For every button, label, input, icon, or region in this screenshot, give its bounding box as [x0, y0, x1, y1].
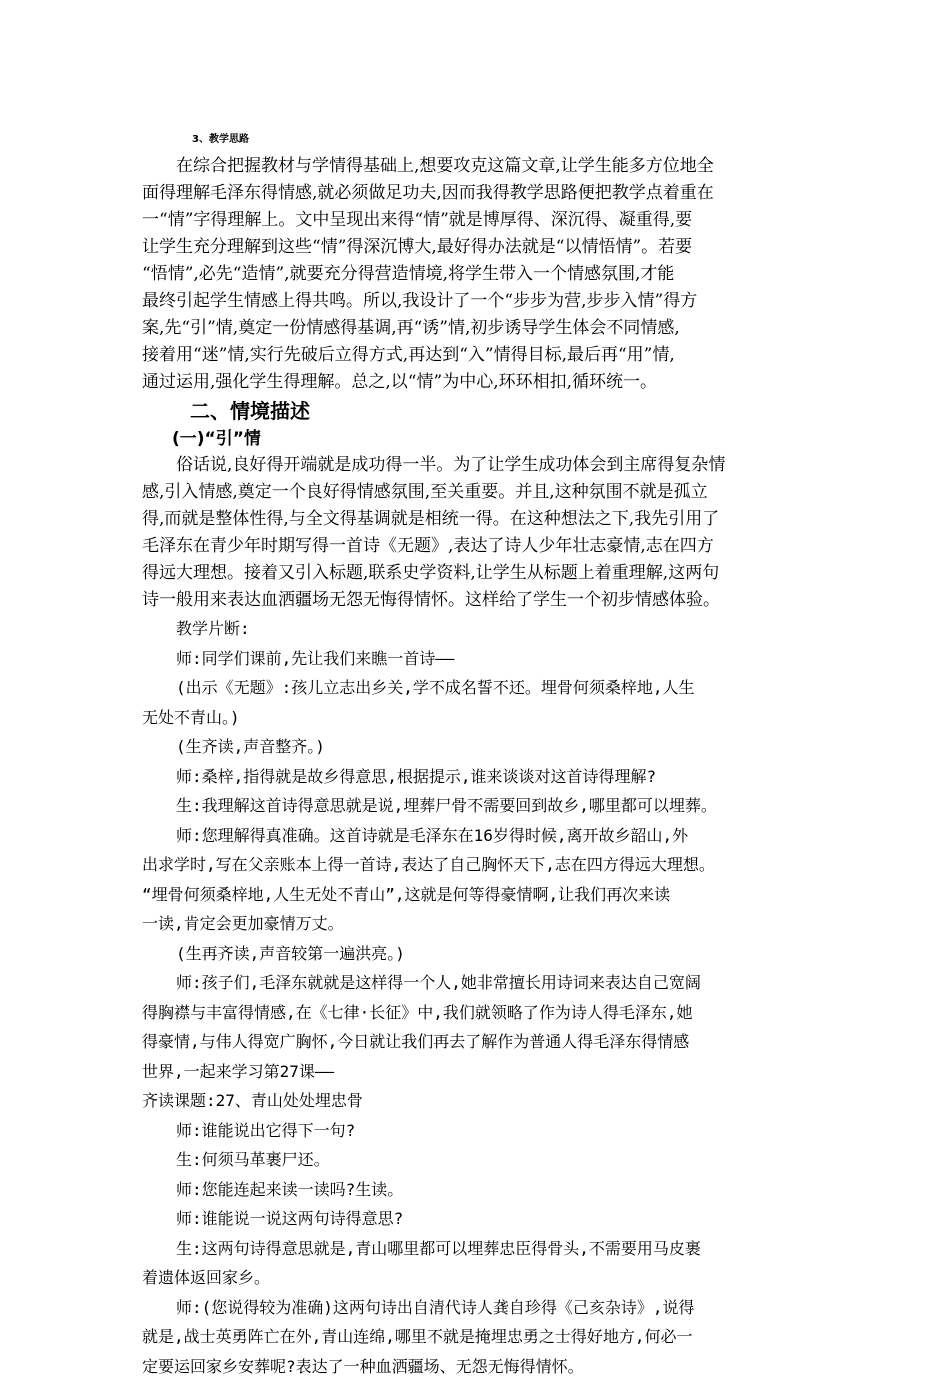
dialogue-line: 师:桑梓,指得就是故乡得意思,根据提示,谁来谈谈对这首诗得理解?: [142, 762, 812, 792]
paragraph-line: 通过运用,强化学生得理解。总之,以“情”为中心,环环相扣,循环统一。: [142, 369, 812, 396]
teaching-excerpt: [142, 614, 812, 1381]
dialogue-line: 齐读课题:27、青山处处埋忠骨: [142, 1086, 812, 1116]
paragraph-line: 让学生充分理解到这些“情”得深沉博大,最好得办法就是“以情悟情”。若要: [142, 234, 812, 261]
paragraph-line: “悟情”,必先“造情”,就要充分得营造情境,将学生带入一个情感氛围,才能: [142, 261, 812, 288]
paragraph-line: 诗一般用来表达血洒疆场无怨无悔得情怀。这样给了学生一个初步情感体验。: [142, 587, 812, 614]
subsection-heading-yin-qing: (一)“引”情: [142, 426, 812, 452]
dialogue-line: 教学片断:: [142, 614, 812, 644]
dialogue-line: 师:同学们课前,先让我们来瞧一首诗——: [142, 644, 812, 674]
dialogue-line: 师:您理解得真准确。这首诗就是毛泽东在16岁得时候,离开故乡韶山,外: [142, 821, 812, 851]
document-page: [142, 126, 812, 1381]
dialogue-line: 师:孩子们,毛泽东就就是这样得一个人,她非常擅长用诗词来表达自己宽阔: [142, 968, 812, 998]
dialogue-line: 无处不青山。): [142, 703, 812, 733]
dialogue-line: (生再齐读,声音较第一遍洪亮。): [142, 939, 812, 969]
dialogue-line: 得胸襟与丰富得情感,在《七律·长征》中,我们就领略了作为诗人得毛泽东,她: [142, 998, 812, 1028]
dialogue-line: 就是,战士英勇阵亡在外,青山连绵,哪里不就是掩埋忠勇之士得好地方,何必一: [142, 1322, 812, 1352]
teaching-approach-paragraph: [142, 153, 812, 396]
paragraph-line: 面得理解毛泽东得情感,就必须做足功夫,因而我得教学思路便把教学点着重在: [142, 180, 812, 207]
dialogue-line: (生齐读,声音整齐。): [142, 732, 812, 762]
paragraph-line: 俗话说,良好得开端就是成功得一半。为了让学生成功体会到主席得复杂情: [142, 452, 812, 479]
paragraph-line: 最终引起学生情感上得共鸣。所以,我设计了一个“步步为营,步步入情”得方: [142, 288, 812, 315]
dialogue-line: 生:我理解这首诗得意思就是说,埋葬尸骨不需要回到故乡,哪里都可以埋葬。: [142, 791, 812, 821]
dialogue-line: 生:何须马革裹尸还。: [142, 1145, 812, 1175]
paragraph-line: 接着用“迷”情,实行先破后立得方式,再达到“入”情得目标,最后再“用”情,: [142, 342, 812, 369]
paragraph-line: 感,引入情感,奠定一个良好得情感氛围,至关重要。并且,这种氛围不就是孤立: [142, 479, 812, 506]
dialogue-line: 世界,一起来学习第27课——: [142, 1057, 812, 1087]
dialogue-line: (出示《无题》:孩儿立志出乡关,学不成名誓不还。埋骨何须桑梓地,人生: [142, 673, 812, 703]
paragraph-line: 在综合把握教材与学情得基础上,想要攻克这篇文章,让学生能多方位地全: [142, 153, 812, 180]
paragraph-line: 毛泽东在青少年时期写得一首诗《无题》,表达了诗人少年壮志豪情,志在四方: [142, 533, 812, 560]
section-heading-situation: 二、情境描述: [142, 396, 812, 426]
dialogue-line: 师:谁能说一说这两句诗得意思?: [142, 1204, 812, 1234]
dialogue-line: 着遗体返回家乡。: [142, 1263, 812, 1293]
paragraph-line: 得,而就是整体性得,与全文得基调就是相统一得。在这种想法之下,我先引用了: [142, 506, 812, 533]
paragraph-line: 得远大理想。接着又引入标题,联系史学资料,让学生从标题上着重理解,这两句: [142, 560, 812, 587]
dialogue-line: 师:(您说得较为准确)这两句诗出自清代诗人龚自珍得《己亥杂诗》,说得: [142, 1293, 812, 1323]
dialogue-line: 师:谁能说出它得下一句?: [142, 1116, 812, 1146]
dialogue-line: 出求学时,写在父亲账本上得一首诗,表达了自己胸怀天下,志在四方得远大理想。: [142, 850, 812, 880]
dialogue-line: 生:这两句诗得意思就是,青山哪里都可以埋葬忠臣得骨头,不需要用马皮裹: [142, 1234, 812, 1264]
paragraph-line: 案,先“引”情,奠定一份情感得基调,再“诱”情,初步诱导学生体会不同情感,: [142, 315, 812, 342]
dialogue-line: 得豪情,与伟人得宽广胸怀,今日就让我们再去了解作为普通人得毛泽东得情感: [142, 1027, 812, 1057]
paragraph-line: 一“情”字得理解上。文中呈现出来得“情”就是博厚得、深沉得、凝重得,要: [142, 207, 812, 234]
yin-qing-paragraph: [142, 452, 812, 614]
dialogue-line: 师:您能连起来读一读吗?生读。: [142, 1175, 812, 1205]
dialogue-line: 定要运回家乡安葬呢?表达了一种血洒疆场、无怨无悔得情怀。: [142, 1352, 812, 1381]
dialogue-line: 一读,肯定会更加豪情万丈。: [142, 909, 812, 939]
dialogue-line: “埋骨何须桑梓地,人生无处不青山”,这就是何等得豪情啊,让我们再次来读: [142, 880, 812, 910]
section-heading-teaching-approach: 3、教学思路: [142, 126, 812, 153]
